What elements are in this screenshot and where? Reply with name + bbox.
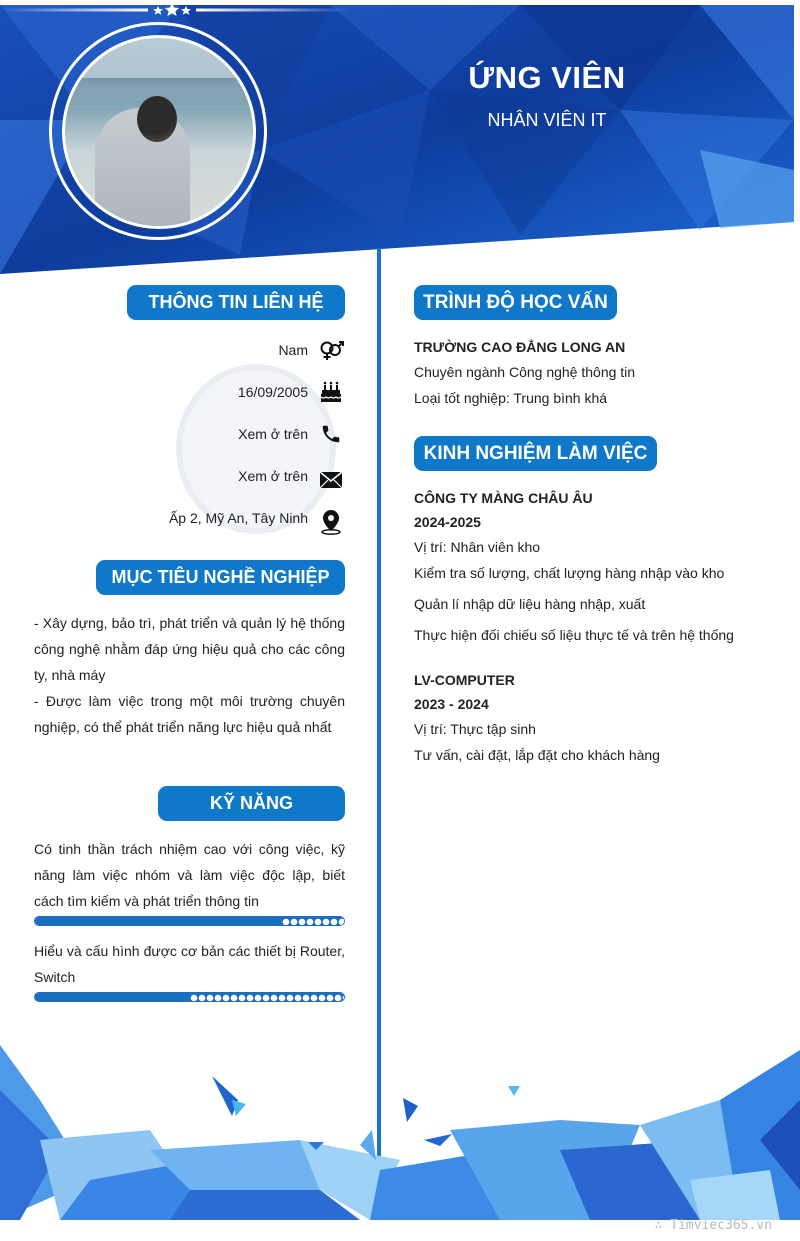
education-grade: Loại tốt nghiệp: Trung bình khá — [414, 390, 608, 406]
job-2-company: LV-COMPUTER — [414, 672, 515, 688]
contact-gender-value: Nam — [278, 342, 308, 358]
contact-heading: THÔNG TIN LIÊN HỆ — [127, 285, 345, 320]
objective-line-2: - Được làm việc trong một môi trường chuyên nghiệp, có thể phát triển năng lực hiệu quả nhất — [34, 693, 345, 735]
skill-1-text: Có tinh thần trách nhiệm cao với công việc, kỹ năng làm việc nhóm và làm việc độc lập, biết cách tìm kiếm và phát triển thông tin — [34, 841, 345, 909]
location-pin-icon — [318, 505, 344, 531]
contact-phone-value: Xem ở trên — [238, 426, 308, 442]
candidate-job-title: NHÂN VIÊN IT — [487, 110, 607, 130]
footer-credit: ∴ Timviec365.vn — [654, 1218, 772, 1233]
education-heading: TRÌNH ĐỘ HỌC VẤN — [414, 285, 617, 320]
objective-heading: MỤC TIÊU NGHỀ NGHIỆP — [96, 560, 345, 595]
phone-icon — [318, 421, 344, 447]
job-1-company: CÔNG TY MÀNG CHÂU ÂU — [414, 490, 593, 506]
skill-2-level-fill — [35, 993, 190, 1001]
skills-heading: KỸ NĂNG — [158, 786, 345, 821]
objective-text — [34, 610, 345, 740]
candidate-name: ỨNG VIÊN — [468, 60, 626, 95]
footer-decoration — [0, 1030, 800, 1220]
stars-divider-icon — [0, 0, 350, 20]
contact-birthday — [238, 379, 344, 405]
email-icon — [318, 463, 344, 489]
contact-email-value: Xem ở trên — [238, 468, 308, 484]
objective-line-1: - Xây dựng, bảo trì, phát triển và quản lý hệ thống công nghệ nhằm đáp ứng hiệu quả cho các công ty, nhà máy — [34, 615, 345, 683]
job-1-duty-3: Thực hiện đối chiếu số liệu thực tế và trên hệ thống — [414, 627, 734, 643]
job-1-duty-1: Kiểm tra số lượng, chất lượng hàng nhập vào kho — [414, 565, 725, 581]
job-2-duty-1: Tư vấn, cài đặt, lắp đặt cho khách hàng — [414, 747, 660, 763]
skill-1-level-bar — [34, 916, 345, 926]
job-1-period: 2024-2025 — [414, 514, 481, 530]
job-2-position: Vị trí: Thực tập sinh — [414, 721, 536, 737]
contact-gender — [278, 337, 344, 363]
skill-1-level-fill — [35, 917, 282, 925]
education-school: TRƯỜNG CAO ĐẲNG LONG AN — [414, 339, 626, 355]
birthday-cake-icon — [318, 379, 344, 405]
skill-1-level-empty — [282, 917, 344, 925]
contact-address-value: Ấp 2, Mỹ An, Tây Ninh — [168, 510, 308, 526]
contact-birthday-value: 16/09/2005 — [237, 384, 308, 400]
contact-address — [169, 505, 344, 531]
avatar — [62, 35, 256, 229]
contact-phone — [238, 421, 344, 447]
contact-email — [238, 463, 344, 489]
experience-heading: KINH NGHIỆM LÀM VIỆC — [414, 436, 657, 471]
avatar-head — [137, 96, 177, 142]
skill-2-text: Hiểu và cấu hình được cơ bản các thiết bị Router, Switch — [34, 943, 345, 985]
job-2-period: 2023 - 2024 — [414, 696, 489, 712]
education-major: Chuyên ngành Công nghệ thông tin — [414, 364, 636, 380]
gender-icon — [318, 337, 344, 363]
header-banner — [0, 0, 800, 280]
skill-2-level-bar — [34, 992, 345, 1002]
skill-2-level-empty — [190, 993, 345, 1001]
job-1-position: Vị trí: Nhân viên kho — [414, 539, 541, 555]
job-1-duty-2: Quản lí nhập dữ liệu hàng nhập, xuất — [414, 596, 646, 612]
